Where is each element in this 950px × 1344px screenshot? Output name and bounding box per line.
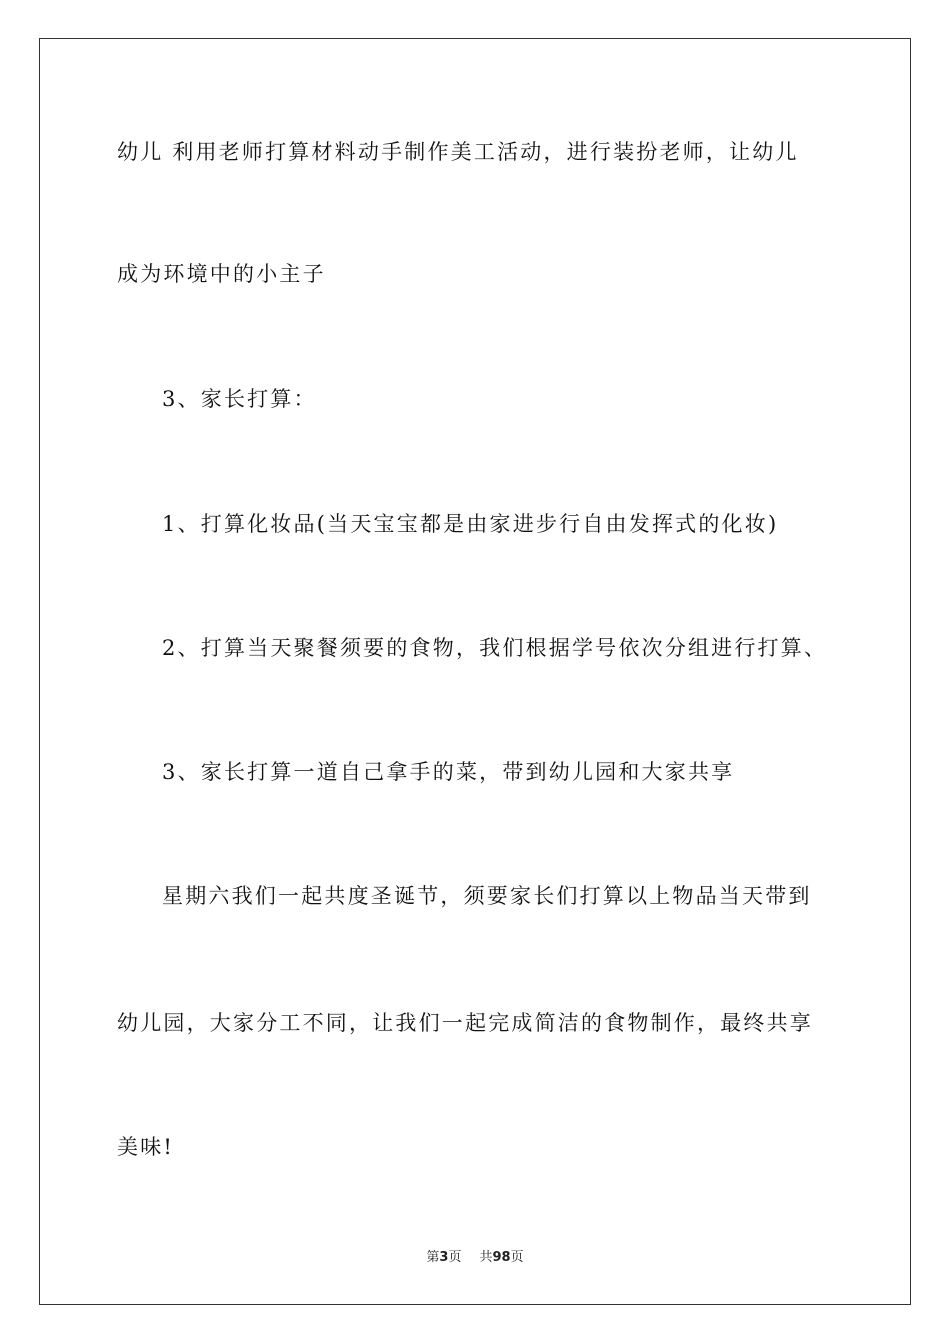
page-border: [39, 38, 911, 1305]
body-line-1: 幼儿 利用老师打算材料动手制作美工活动，进行装扮老师，让幼儿: [117, 140, 799, 164]
footer-total-number: 98: [492, 1250, 511, 1265]
footer-total-unit: 页: [510, 1250, 524, 1265]
body-line-closing-2: 幼儿园，大家分工不同，让我们一起完成简洁的食物制作，最终共享: [117, 1011, 813, 1035]
footer-page-unit: 页: [448, 1250, 462, 1265]
body-line-2: 成为环境中的小主子: [117, 262, 326, 286]
section-heading-parent-prep: 3、家长打算：: [162, 387, 317, 411]
list-item-2: 2、打算当天聚餐须要的食物，我们根据学号依次分组进行打算、: [162, 636, 828, 660]
body-line-closing-1: 星期六我们一起共度圣诞节，须要家长们打算以上物品当天带到: [162, 884, 812, 908]
list-item-3: 3、家长打算一道自己拿手的菜，带到幼儿园和大家共享: [162, 760, 735, 784]
page-footer: [0, 1246, 950, 1265]
body-line-closing-3: 美味!: [117, 1135, 175, 1159]
list-item-1: 1、打算化妆品(当天宝宝都是由家进步行自由发挥式的化妆): [162, 512, 779, 536]
footer-page-number: 3: [439, 1250, 449, 1265]
footer-page-prefix: 第: [426, 1250, 440, 1265]
footer-total-prefix: 共: [479, 1250, 493, 1265]
